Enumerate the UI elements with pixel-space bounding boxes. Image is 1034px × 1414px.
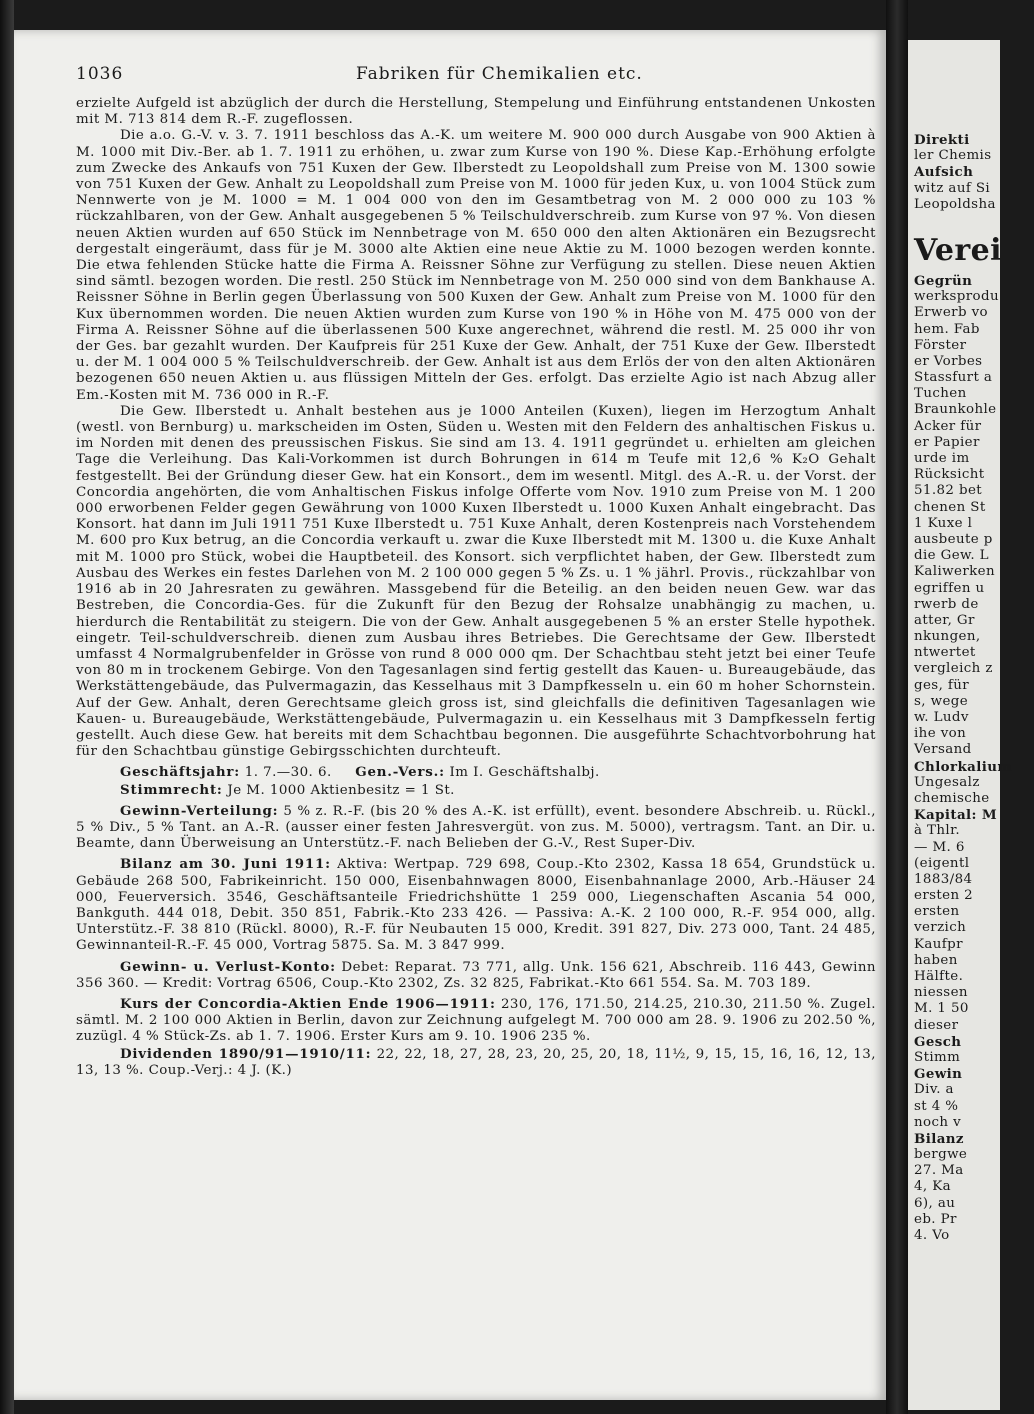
right-page-line: Kaufpr bbox=[914, 936, 963, 952]
running-header bbox=[76, 64, 876, 88]
right-page-line: Stimm bbox=[914, 1049, 961, 1065]
left-page bbox=[14, 30, 886, 1400]
right-page-line: Aufsich bbox=[914, 164, 974, 181]
right-page-line: 51.82 bet bbox=[914, 483, 983, 499]
gen-vers-value: Im I. Geschäftshalbj. bbox=[449, 765, 600, 781]
right-page-line: s, wege bbox=[914, 693, 969, 709]
book-gutter bbox=[886, 0, 908, 1414]
right-page-line: atter, Gr bbox=[914, 612, 975, 628]
right-page-line: haben bbox=[914, 952, 958, 968]
right-page-line: er Papier bbox=[914, 434, 980, 450]
section-bilanz bbox=[76, 856, 876, 954]
right-page-line: ntwertet bbox=[914, 645, 976, 661]
geschaeftsjahr-value: 1. 7.—30. 6. bbox=[244, 765, 332, 781]
section-kurs bbox=[76, 996, 876, 1046]
section-dividenden bbox=[76, 1046, 876, 1079]
right-page-line: Verei bbox=[914, 232, 1002, 268]
geschaeftsjahr-label: Geschäftsjahr: bbox=[120, 764, 240, 781]
right-page-line: egriffen u bbox=[914, 580, 985, 596]
right-page-line: bergwe bbox=[914, 1147, 968, 1163]
right-page-line: niessen bbox=[914, 985, 968, 1001]
right-page-line: vergleich z bbox=[914, 661, 993, 677]
right-page-line: Kaliwerken bbox=[914, 564, 996, 580]
kurs-value: 230, 176, 171.50, 214.25, 210.30, 211.50 %. Zugel. sämtl. M. 2 100 000 Aktien in Berlin, davon zur Zeichnung aufgelegt M. 700 000 am 28. 9. 1906 zu 202.50 %, zuzügl. 4 % Stück-Zs. ab 1. 7. 1906. Erster Kurs am 9. 10. 1906 235 %. bbox=[76, 996, 876, 1045]
right-page-line: Braunkohle bbox=[914, 402, 997, 418]
right-page-line: 27. Ma bbox=[914, 1163, 964, 1179]
right-page-line: à Thlr. bbox=[914, 823, 961, 839]
paragraph-gewerkschaften: Die Gew. Ilberstedt u. Anhalt bestehen aus je 1000 Anteilen (Kuxen), liegen im Herzogtum Anhalt (westl. von Bernburg) u. markscheiden im Osten, Süden u. Westen mit den Feldern des anhaltischen Fiskus u. im Norden mit denen des preussischen Fiskus. Sie sind am 13. 4. 1911 gegründet u. erhielten am gleichen Tage die Verleihung. Das Kali-Vorkommen ist durch Bohrungen in 614 m Teufe mit 12,6 % K₂O Gehalt festgestellt. Bei der Gründung dieser Gew. hat ein Konsort., dem im wesentl. Mitgl. des A.-R. u. der Vorst. der Concordia angehörten, die vom Anhaltischen Fiskus infolge Offerte vom Nov. 1910 zum Preise von M. 1 200 000 erworbenen Felder gegen Gewährung von 1000 Kuxen Ilberstedt u. 1000 Kuxen Anhalt eingebracht. Das Konsort. hat dann im Juli 1911 751 Kuxe Ilberstedt u. 751 Kuxe Anhalt, deren Kostenpreis nach Vorstehendem M. 600 pro Kux betrug, an die Concordia verkauft u. zwar die Kuxe Ilberstedt mit M. 1300 u. die Kuxe Anhalt mit M. 1000 pro Stück, wobei die Hauptbeteil. des Konsort. sich verpflichtet haben, der Gew. Ilberstedt zum Ausbau des Werkes ein festes Darlehen von M. 2 100 000 gegen 5 % Zs. u. 1 % jährl. Provis., rückzahlbar von 1916 ab in 20 Jahresraten zu gewähren. Massgebend für die Beteilig. an den beiden neuen Gew. war das Bestreben, die Concordia-Ges. für die Zukunft für den Bezug der Rohsalze unabhängig zu machen, u. hierdurch die Rentabilität zu steigern. Die von der Gew. Anhalt ausgegebenen 5 % an erster Stelle hypothek. eingetr. Teil-schuldverschreib. dienen zum Ausbau ihres Betriebes. Die Gerechtsame der Gew. Ilberstedt umfasst 4 Normalgrubenfelder in Grösse von rund 8 000 000 qm. Der Schachtbau steht jetzt bei einer Teufe von 80 m in trockenem Gebirge. Von den Tagesanlagen sind fertig gestellt das Kauen- u. Bureaugebäude, das Werkstättengebäude, das Pulvermagazin, das Kesselhaus mit 3 Dampfkesseln u. ein 60 m hoher Schornstein. Auf der Gew. Anhalt, deren Gerechtsame gleich gross ist, sind gleichfalls die definitiven Tagesanlagen wie Kauen- u. Bureaugebäude, Werkstättengebäude, Pulvermagazin u. ein Kesselhaus mit 3 Dampfkesseln fertig gestellt. Auch diese Gew. hat bereits mit dem Schachtbau begonnen. Die ausgeführte Schachtvorbohrung hat für den Schachtbau günstige Gebirgsschichten durchteuft. bbox=[76, 403, 876, 760]
right-page-line: (eigentl bbox=[914, 855, 970, 871]
right-page-line: st 4 % bbox=[914, 1098, 959, 1114]
right-page-line: Direkti bbox=[914, 132, 970, 148]
gewinn-verteilung-value: 5 % z. R.-F. (bis 20 % des A.-K. ist erfüllt), event. besondere Abschreib. u. Rückl., 5 % Div., 5 % Tant. an A.-R. (ausser einer festen Jahresvergüt. von zus. M. 5000), vertragsm. Tant. an Dir. u. Beamte, dann Überweisung an Unterstütz.-F. nach Belieben der G.-V., Rest Super-Div. bbox=[76, 803, 876, 852]
kurs-label: Kurs der Concordia-Aktien Ende 1906—1911: bbox=[120, 995, 496, 1012]
right-page-line: ler Chemis bbox=[914, 148, 992, 164]
right-page-line: M. 1 50 bbox=[914, 1001, 969, 1017]
right-page-line: Gesch bbox=[914, 1033, 962, 1050]
right-page-line: verzich bbox=[914, 920, 967, 936]
stimmrecht-label: Stimmrecht: bbox=[120, 781, 223, 798]
section-geschaeftsjahr bbox=[76, 764, 876, 781]
bilanz-label: Bilanz am 30. Juni 1911: bbox=[120, 856, 331, 873]
section-gewinn-verteilung bbox=[76, 803, 876, 853]
body-text bbox=[76, 96, 876, 1079]
right-page-line: Erwerb vo bbox=[914, 305, 989, 321]
paragraph-aufgeld: erzielte Aufgeld ist abzüglich der durch die Herstellung, Stempelung und Einführung entstandenen Unkosten mit M. 713 814 dem R.-F. zugeflossen. bbox=[76, 96, 876, 128]
section-stimmrecht bbox=[76, 782, 876, 799]
right-page-column bbox=[914, 40, 1034, 1244]
right-page-line: ihe von bbox=[914, 726, 967, 742]
right-page-line: Rücksicht bbox=[914, 467, 985, 483]
right-page-line: 1 Kuxe l bbox=[914, 515, 973, 531]
right-page-line: — M. 6 bbox=[914, 839, 965, 855]
right-page-line: Versand bbox=[914, 742, 972, 758]
right-page-line: Bilanz bbox=[914, 1130, 964, 1147]
right-page-line: Div. a bbox=[914, 1082, 954, 1098]
right-page-line: Leopoldsha bbox=[914, 196, 996, 212]
gewinn-verlust-label: Gewinn- u. Verlust-Konto: bbox=[120, 958, 336, 975]
right-page-line: Kapital: M bbox=[914, 807, 998, 824]
right-page-line: Ungesalz bbox=[914, 774, 980, 790]
bilanz-value: Aktiva: Wertpap. 729 698, Coup.-Kto 2302, Kassa 18 654, Grundstück u. Gebäude 268 500, Fabrikeinricht. 150 000, Eisenbahnwagen 8000, Eisenbahnanlage 2000, Arb.-Häuser 24 000, Feuerversich. 3546, Geschäftsanteile Friedrichshütte 1 259 000, Liegenschaften Ascania 54 000, Bankguth. 444 018, Debit. 350 851, Fabrik.-Kto 233 426. — Passiva: A.-K. 2 100 000, R.-F. 954 000, allg. Unterstütz.-F. 38 810 (Rückl. 8000), R.-F. für Neubauten 15 000, Kredit. 391 827, Div. 273 000, Tant. 24 485, Gewinnanteil-R.-F. 45 000, Vortrag 5875. Sa. M. 3 847 999. bbox=[76, 857, 876, 954]
right-page-line: noch v bbox=[914, 1114, 962, 1130]
right-page-line: er Vorbes bbox=[914, 353, 983, 369]
right-page-line: witz auf Si bbox=[914, 180, 991, 196]
right-page-line: Hälfte. bbox=[914, 969, 964, 984]
dividenden-value: 22, 22, 18, 27, 28, 23, 20, 25, 20, 18, 11½, 9, 15, 15, 16, 16, 12, 13, 13, 13 %. Coup.-Verj.: 4 J. (K.) bbox=[76, 1046, 876, 1078]
right-page-line: Tuchen bbox=[914, 386, 967, 402]
dividenden-label: Dividenden 1890/91—1910/11: bbox=[120, 1045, 372, 1062]
right-page-line: 4, Ka bbox=[914, 1179, 952, 1195]
running-title: Fabriken für Chemikalien etc. bbox=[356, 64, 643, 84]
right-page-line: 4. Vo bbox=[914, 1228, 950, 1243]
right-page-line: 1883/84 bbox=[914, 871, 973, 887]
stimmrecht-value: Je M. 1000 Aktienbesitz = 1 St. bbox=[227, 782, 455, 798]
right-page-line: 6), au bbox=[914, 1195, 956, 1211]
right-page-line: rwerb de bbox=[914, 596, 979, 612]
right-page-line: die Gew. L bbox=[914, 548, 989, 564]
section-gewinn-verlust bbox=[76, 959, 876, 992]
gen-vers-label: Gen.-Vers.: bbox=[355, 764, 445, 781]
right-page-fragment bbox=[908, 40, 1012, 1410]
gewinn-verlust-value: Debet: Reparat. 73 771, allg. Unk. 156 621, Abschreib. 116 443, Gewinn 356 360. — Kredit: Vortrag 6506, Coup.-Kto 2302, Zs. 32 825, Fabrikat.-Kto 661 554. Sa. M. 703 189. bbox=[76, 959, 876, 991]
scan-edge bbox=[0, 0, 14, 1414]
right-page-line: eb. Pr bbox=[914, 1211, 957, 1227]
right-page-line: chemische bbox=[914, 790, 990, 806]
right-page-line: ersten 2 bbox=[914, 888, 974, 904]
right-page-line: hem. Fab bbox=[914, 321, 980, 337]
right-page-line: nkungen, bbox=[914, 629, 981, 645]
page-number: 1036 bbox=[76, 64, 124, 84]
right-page-line: Acker für bbox=[914, 418, 982, 434]
right-page-line: werksprodu bbox=[914, 289, 1000, 305]
right-page-line: Gewin bbox=[914, 1066, 963, 1083]
right-page-line: w. Ludv bbox=[914, 710, 969, 725]
gewinn-verteilung-label: Gewinn-Verteilung: bbox=[120, 802, 279, 819]
right-page-line: Chlorkalium bbox=[914, 758, 1012, 775]
right-page-line: urde im bbox=[914, 451, 970, 466]
right-page-line: Förster bbox=[914, 337, 967, 353]
right-page-line: ausbeute p bbox=[914, 531, 993, 547]
paragraph-kapitalerhoehung: Die a.o. G.-V. v. 3. 7. 1911 beschloss das A.-K. um weitere M. 900 000 durch Ausgabe von 900 Aktien à M. 1000 mit Div.-Ber. ab 1. 7. 1911 zu erhöhen, u. zwar zum Kurse von 190 %. Diese Kap.-Erhöhung erfolgte zum Zwecke des Ankaufs von 751 Kuxen der Gew. Ilberstedt zu Leopoldshall zum Preise von M. 1300 sowie von 751 Kuxen der Gew. Anhalt zu Leopoldshall zum Preise von M. 1000 für jeden Kux, u. von 1004 Stück zum Nennwerte von je M. 1000 = M. 1 004 000 von den im Gesamtbetrag von M. 2 000 000 zu 103 % rückzahlbaren, von der Gew. Anhalt ausgegebenen 5 % Teilschuldverschreib. zum Kurse von 97 %. Von diesen neuen Aktien wurden auf 650 Stück im Nennbetrage von M. 650 000 den alten Aktionären ein Bezugsrecht dergestalt eingeräumt, dass für je M. 3000 alte Aktien eine neue Aktie zu M. 1000 bezogen werden konnte. Die etwa fehlenden Stücke hatte die Firma A. Reissner Söhne zur Verfügung zu stellen. Diese neuen Aktien sind sämtl. bezogen worden. Die restl. 250 Stück im Nennbetrage von M. 250 000 sind von dem Bankhause A. Reissner Söhne in Berlin gegen Überlassung von 500 Kuxen der Gew. Anhalt zum Preise von M. 1000 für den Kux übernommen worden. Die neuen Aktien wurden zum Kurse von 190 % in Höhe von M. 475 000 von der Firma A. Reissner Söhne auf die überlassenen 500 Kuxe angerechnet, während die restl. M. 25 000 ihr von der Ges. bar gezahlt wurden. Der Kaufpreis für 251 Kuxe der Gew. Anhalt, der 751 Kuxe der Gew. Ilberstedt u. der M. 1 004 000 5 % Teilschuldverschreib. der Gew. Anhalt ist aus dem Erlös der von den alten Aktionären bezogenen 650 neuen Aktien u. aus flüssigen Mitteln der Ges. erfolgt. Das erzielte Agio ist nach Abzug aller Em.-Kosten mit M. 736 000 in R.-F. bbox=[76, 128, 876, 403]
right-page-line: ges, für bbox=[914, 677, 970, 693]
right-page-line: dieser bbox=[914, 1017, 959, 1033]
right-page-line: chenen St bbox=[914, 499, 986, 515]
right-page-line: ersten bbox=[914, 904, 960, 920]
right-page-line: Gegrün bbox=[914, 272, 973, 289]
right-page-line: Stassfurt a bbox=[914, 370, 993, 386]
